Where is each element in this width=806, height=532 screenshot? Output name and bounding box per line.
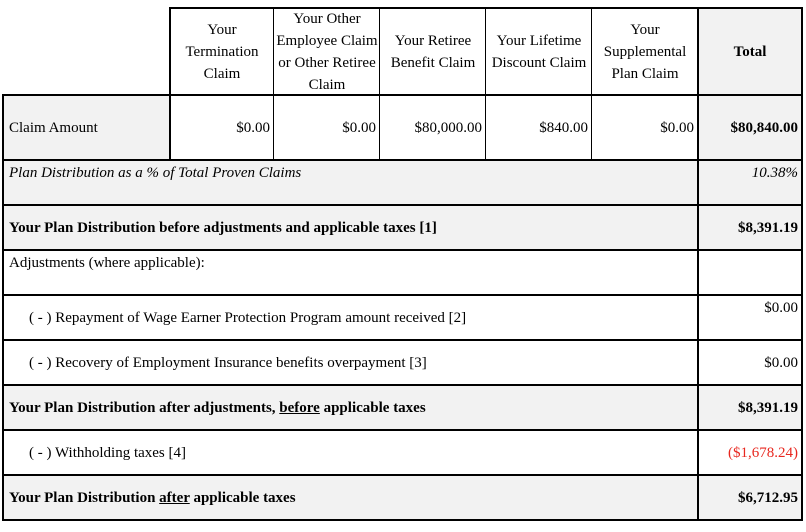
withholding-taxes-value: ($1,678.24): [728, 444, 798, 461]
grid-line: [2, 94, 803, 96]
header-lifetime-discount-claim: Your Lifetime Discount Claim: [491, 32, 587, 71]
ei-recovery-value: $0.00: [764, 354, 798, 371]
claim-termination-value: $0.00: [236, 119, 270, 136]
adjustments-label: Adjustments (where applicable):: [9, 255, 205, 271]
header-total: Total: [698, 8, 802, 95]
wepp-repayment-value: $0.00: [764, 300, 798, 316]
grid-line: [273, 7, 274, 161]
claim-lifetime-discount-value: $840.00: [539, 119, 588, 136]
distribution-after-taxes-label: Your Plan Distribution after applicable taxes: [3, 475, 698, 520]
claim-retiree-benefit-value: $80,000.00: [414, 119, 482, 136]
grid-line: [2, 249, 803, 251]
grid-line: [169, 7, 171, 161]
grid-line: [2, 429, 803, 431]
distribution-before-adjustments-label: Your Plan Distribution before adjustments and applicable taxes [1]: [3, 205, 698, 250]
claim-supplemental-plan-value: $0.00: [660, 119, 694, 136]
claim-amount-label: Claim Amount: [3, 95, 170, 160]
grid-line: [2, 519, 803, 521]
claim-total-value: $80,840.00: [698, 95, 802, 160]
withholding-taxes-label: ( - ) Withholding taxes [4]: [29, 444, 187, 461]
header-other-employee-claim: Your Other Employee Claim or Other Retiree Claim: [276, 10, 378, 93]
adjustments-value: [698, 250, 802, 295]
grid-line: [2, 384, 803, 386]
grid-line: [2, 94, 4, 521]
grid-line: [801, 7, 803, 521]
plan-distribution-percent-label: Plan Distribution as a % of Total Proven Claims: [3, 160, 698, 205]
wepp-repayment-label: ( - ) Repayment of Wage Earner Protection Program amount received [2]: [29, 309, 467, 326]
claim-other-employee-value: $0.00: [342, 119, 376, 136]
header-retiree-benefit-claim: Your Retiree Benefit Claim: [390, 32, 476, 71]
ei-recovery-label: ( - ) Recovery of Employment Insurance benefits overpayment [3]: [29, 354, 427, 371]
grid-line: [2, 204, 803, 206]
distribution-after-adjustments-value: $8,391.19: [698, 385, 802, 430]
grid-line: [2, 474, 803, 476]
grid-line: [379, 7, 380, 161]
distribution-after-taxes-value: $6,712.95: [698, 475, 802, 520]
distribution-after-adjustments-label: Your Plan Distribution after adjustments, before applicable taxes: [3, 385, 698, 430]
header-termination-claim: Your Termination Claim: [185, 21, 259, 82]
grid-line: [2, 339, 803, 341]
grid-line: [169, 7, 803, 9]
plan-distribution-percent-value: 10.38%: [698, 160, 802, 205]
grid-line: [2, 294, 803, 296]
grid-line: [697, 7, 699, 521]
grid-line: [485, 7, 486, 161]
distribution-before-adjustments-value: $8,391.19: [698, 205, 802, 250]
grid-line: [591, 7, 592, 161]
header-supplemental-plan-claim: Your Supplemental Plan Claim: [603, 21, 687, 82]
grid-line: [2, 159, 803, 161]
